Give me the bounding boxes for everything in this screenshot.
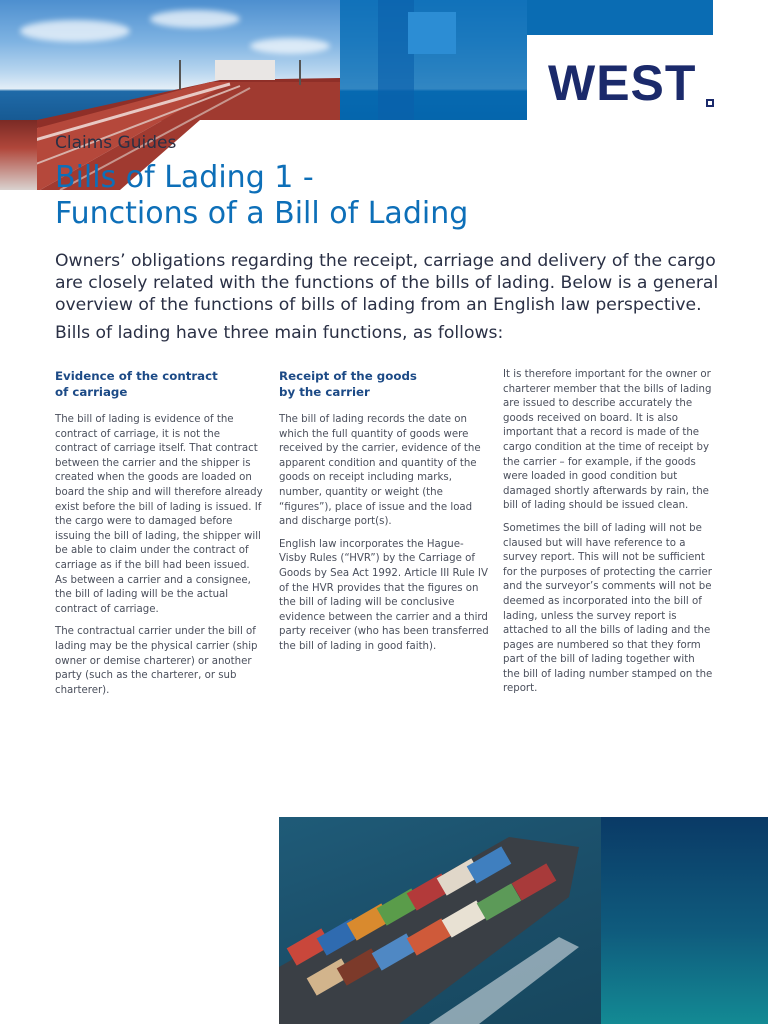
west-logo[interactable]: WEST	[548, 55, 697, 111]
page-title	[55, 160, 468, 232]
logo-dot-icon	[706, 99, 714, 107]
title-line-1: Bills of Lading 1 -	[55, 160, 314, 195]
column-paragraph: English law incorporates the Hague-Visby Rules (“HVR”) by the Carriage of Goods by Sea Act 1992. Article III Rule IV of the HVR provides that the figures on the bill of lading will be conclusive evidence between the carrier and a third party receiver (who has been transferred the bill of lading in good faith).	[279, 538, 489, 652]
column-paragraph: Sometimes the bill of lading will not be claused but will have reference to a survey report. This will not be sufficient for the purposes of protecting the carrier and the surveyor’s comments will not be deemed as incorporated into the bill of lading, unless the survey report is attached to all the bills of lading and the pages are numbered so that they form part of the bill of lading together with the bill of lading number stamped on the report.	[503, 522, 713, 695]
sea-panel	[601, 817, 768, 1024]
intro-paragraph: Owners’ obligations regarding the receipt, carriage and delivery of the cargo are closely related with the functions of the bills of lading. Below is a general overview of the functions of bills of lading from an English law perspective.	[55, 251, 719, 315]
column-heading: Receipt of the goods by the carrier	[279, 369, 417, 399]
decor-block	[527, 0, 713, 35]
intro-lead: Bills of lading have three main functions, as follows:	[55, 323, 504, 343]
photo-edge	[0, 120, 37, 190]
column-paragraph: The bill of lading is evidence of the contract of carriage, it is not the contract of carriage itself. That contract between the carrier and the shipper is created when the goods are loaded on board the ship and will therefore already exist before the bill of lading is issued. If the cargo were to damaged before issuing the bill of lading, the shipper will be able to claim under the contract of carriage as if the bill had been issued. As between a carrier and a consignee, the bill of lading will be the actual contract of carriage.	[55, 414, 263, 615]
column-evidence	[55, 368, 265, 706]
column-continued	[503, 368, 713, 705]
column-paragraph: The bill of lading records the date on which the full quantity of goods were received by the carrier, evidence of the apparent condition and quantity of the goods on receipt including marks, number, quantity or weight (the “figures”), place of issue and the load and discharge port(s).	[279, 414, 481, 528]
title-line-2: Functions of a Bill of Lading	[55, 196, 469, 231]
column-paragraph: The contractual carrier under the bill of lading may be the physical carrier (ship owner or demise charterer) or another party (such as the charterer, or sub charterer).	[55, 626, 258, 696]
decor-square	[408, 12, 456, 54]
column-paragraph: It is therefore important for the owner or charterer member that the bills of lading are issued to describe accurately the goods received on board. It is also important that a record is made of the cargo condition at the time of receipt by the carrier – for example, if the goods were loaded in good condition but damaged shortly afterwards by rain, the bill of lading should be issued clean.	[503, 369, 712, 512]
section-kicker: Claims Guides	[55, 133, 177, 153]
column-receipt	[279, 368, 489, 663]
container-ship-photo	[279, 817, 768, 1024]
column-heading: Evidence of the contract of carriage	[55, 369, 218, 399]
